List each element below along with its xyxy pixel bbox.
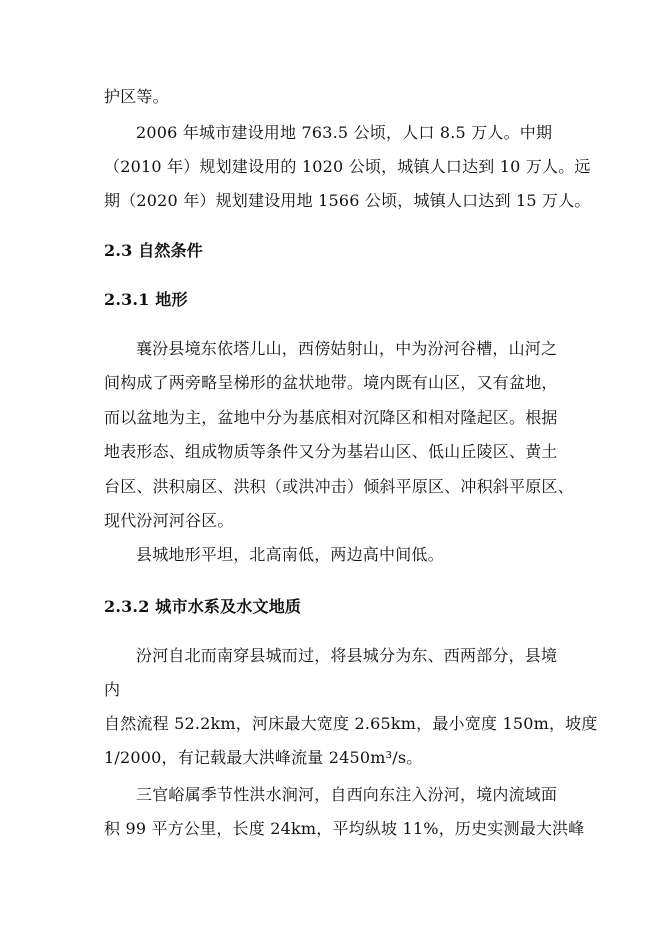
- paragraph-line: 1/2000，有记载最大洪峰流量 2450m³/s。: [104, 748, 423, 767]
- paragraph-line: 护区等。: [104, 87, 169, 106]
- paragraph-line: 汾河自北而南穿县城而过，将县城分为东、西两部分，县境: [136, 646, 558, 665]
- paragraph-line: 自然流程 52.2km，河床最大宽度 2.65km，最小宽度 150m，坡度: [104, 714, 598, 733]
- paragraph-line: 襄汾县境东依塔儿山，西傍姑射山，中为汾河谷槽，山河之: [136, 339, 558, 358]
- section-heading: 2.3 自然条件: [104, 241, 204, 260]
- paragraph-line: 积 99 平方公里，长度 24km，平均纵坡 11%，历史实测最大洪峰: [104, 819, 585, 838]
- paragraph-line: 内: [104, 680, 121, 699]
- paragraph-line: 期（2020 年）规划建设用地 1566 公顷，城镇人口达到 15 万人。: [104, 191, 591, 210]
- paragraph-line: 三官峪属季节性洪水涧河，自西向东注入汾河，境内流域面: [136, 785, 558, 804]
- paragraph-line: 而以盆地为主，盆地中分为基底相对沉降区和相对隆起区。根据: [104, 408, 558, 427]
- paragraph-line: 地表形态、组成物质等条件又分为基岩山区、低山丘陵区、黄土: [104, 442, 558, 461]
- subsection-heading: 2.3.2 城市水系及水文地质: [104, 597, 302, 616]
- subsection-heading: 2.3.1 地形: [104, 290, 188, 309]
- paragraph-line: 台区、洪积扇区、洪积（或洪冲击）倾斜平原区、冲积斜平原区、: [104, 477, 574, 496]
- paragraph-line: 间构成了两旁略呈梯形的盆状地带。境内既有山区，又有盆地，: [104, 373, 558, 392]
- paragraph-line: （2010 年）规划建设用的 1020 公顷，城镇人口达到 10 万人。远: [104, 157, 591, 176]
- paragraph-line: 县城地形平坦，北高南低，两边高中间低。: [136, 545, 444, 564]
- paragraph-line: 2006 年城市建设用地 763.5 公顷，人口 8.5 万人。中期: [136, 123, 553, 142]
- paragraph-line: 现代汾河河谷区。: [104, 511, 234, 530]
